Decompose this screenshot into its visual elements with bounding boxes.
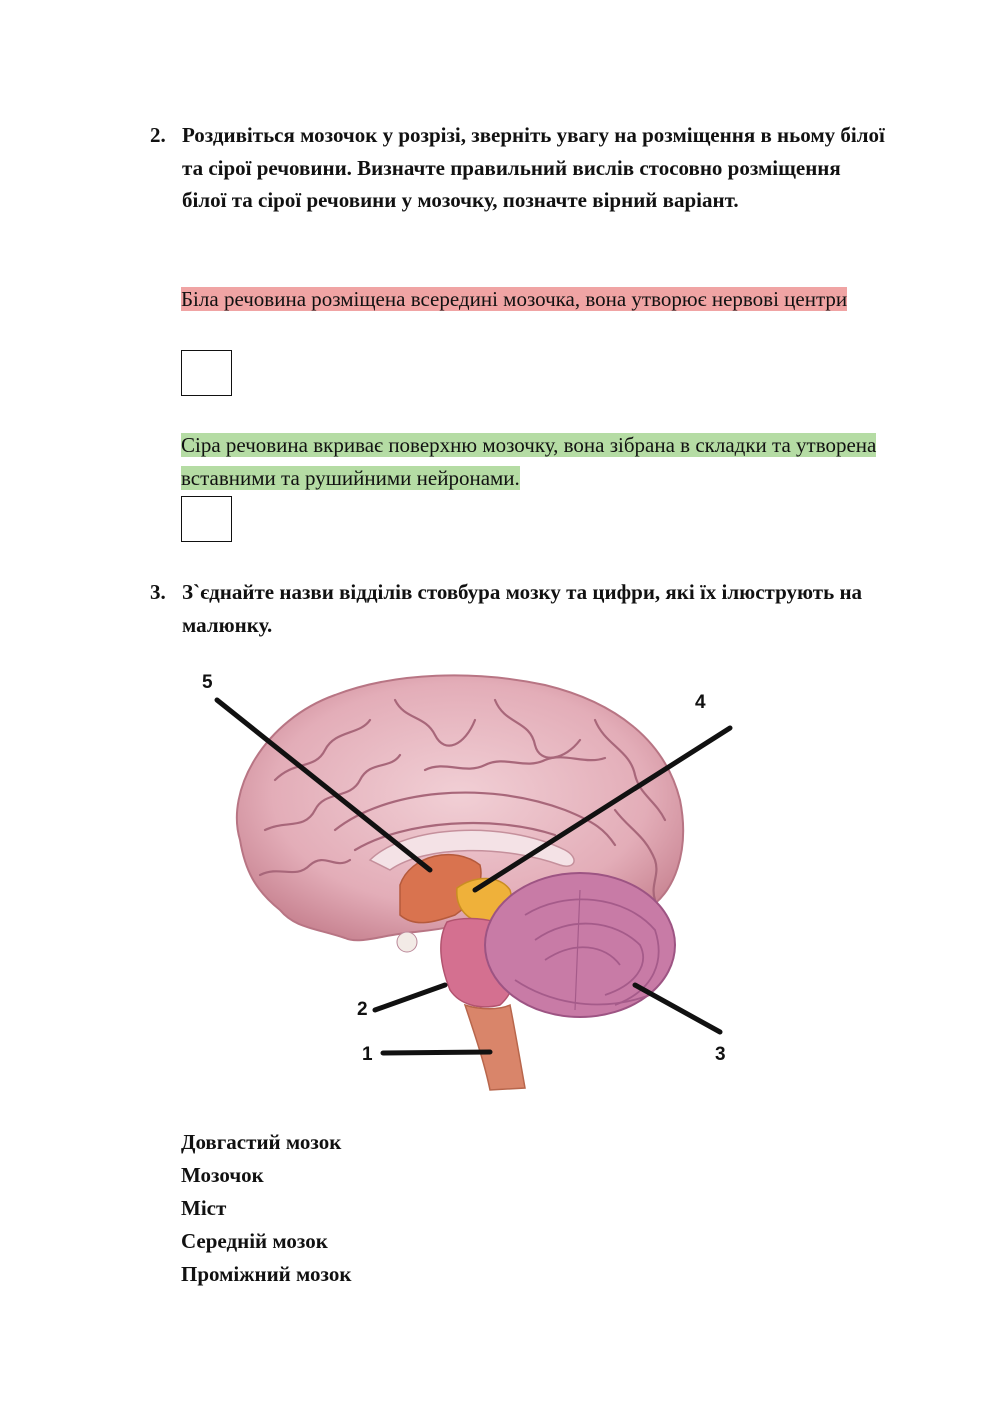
figure-label-3: 3 — [715, 1044, 726, 1065]
question-2-number: 2. — [150, 123, 166, 147]
answer-item[interactable]: Міст — [181, 1196, 227, 1220]
option-grey-matter — [181, 429, 881, 495]
option-white-matter-checkbox[interactable] — [181, 350, 232, 396]
option-grey-matter-text: Сіра речовина вкриває поверхню мозочку, вона зібрана в складки та утворена вставними та рушийними нейронами. — [181, 433, 877, 490]
option-white-matter — [181, 283, 881, 316]
brain-section-figure — [185, 660, 765, 1100]
question-3-text: З`єднайте назви відділів стовбура мозку та цифри, які їх ілюструють на малюнку. — [182, 580, 863, 637]
answer-list — [181, 1126, 351, 1291]
question-3-number: 3. — [150, 580, 166, 604]
answer-item[interactable]: Мозочок — [181, 1163, 264, 1187]
answer-item[interactable]: Середній мозок — [181, 1229, 328, 1253]
figure-label-2: 2 — [357, 999, 368, 1020]
option-grey-matter-checkbox[interactable] — [181, 496, 232, 542]
option-white-matter-text: Біла речовина розміщена всередині мозочка, вона утворює нервові центри — [181, 287, 848, 311]
medulla-oblongata — [465, 1005, 525, 1090]
cerebellum — [485, 873, 675, 1017]
pituitary — [397, 932, 417, 952]
answer-item[interactable]: Довгастий мозок — [181, 1130, 342, 1154]
answer-item[interactable]: Проміжний мозок — [181, 1262, 352, 1286]
figure-label-5: 5 — [202, 672, 213, 693]
question-2-text: Роздивіться мозочок у розрізі, зверніть увагу на розміщення в ньому білої та сірої речовини. Визначте правильний вислів стосовно розміщення білої та сірої речовини у мозочку, позначте вірний варіант. — [182, 123, 885, 212]
figure-label-1: 1 — [362, 1044, 373, 1065]
figure-label-4: 4 — [695, 692, 706, 713]
